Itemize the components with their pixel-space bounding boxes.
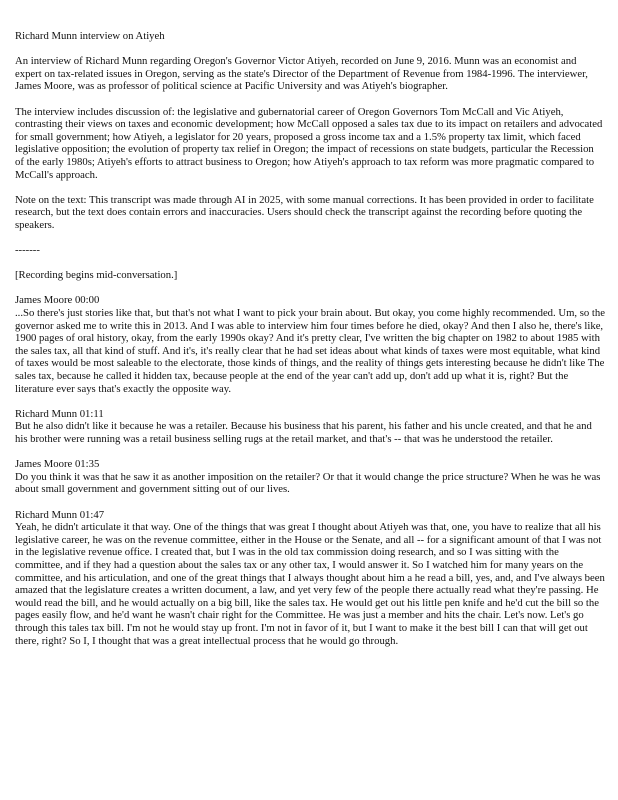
- transcript-turn: [15, 294, 605, 395]
- speaker-label: James Moore 00:00: [15, 294, 100, 307]
- transcript-turn: [15, 509, 605, 648]
- note-paragraph: Note on the text: This transcript was made through AI in 2025, with some manual corrections. It has been provided in order to facilitate research, but the text does contain errors and inaccuracies. Users should check the transcript against the recording before quoting the speakers.: [15, 193, 594, 231]
- turn-text: But he also didn't like it because he was a retailer. Because his business that his parent, his father and his uncle created, and that he and his brother were running was a retail business selling rugs at the retail market, and that's -- that was he understood the retailer.: [15, 420, 592, 445]
- speaker-label: Richard Munn 01:47: [15, 508, 105, 521]
- speaker-label: Richard Munn 01:11: [15, 407, 104, 420]
- intro-paragraph: An interview of Richard Munn regarding Oregon's Governor Victor Atiyeh, recorded on June 9, 2016. Munn was an economist and expert on tax-related issues in Oregon, serving as the state's Director of the Department of Revenue from 1984-1996. The interviewer, James Moore, was as professor of political science at Pacific University and was Atiyeh's biographer.: [15, 55, 588, 93]
- transcript-turn: [15, 408, 605, 446]
- separator: -------: [15, 244, 40, 257]
- topics-paragraph: The interview includes discussion of: the legislative and gubernatorial career of Oregon Governors Tom McCall and Vic Atiyeh, contrasting their views on taxes and economic development; how McCall opposed a sales tax due to its impact on retailers and advocated for small government; how Atiyeh, a legislator for 20 years, proposed a gross income tax and a 1.5% property tax limit, which faced legislative opposition; the evolution of property tax relief in Oregon; the impact of recessions on state budgets, particular the Recession of the early 1980s; Atiyeh's efforts to attract business to Oregon; how Atiyeh's approach to tax reform was more pragmatic compared to McCall's approach.: [15, 105, 603, 181]
- turn-text: Do you think it was that he saw it as another imposition on the retailer? Or that it would change the price structure? When he was he was about small government and government sitting out of our lives.: [15, 470, 601, 496]
- recording-note: [Recording begins mid-conversation.]: [15, 269, 178, 282]
- transcript-page: [15, 30, 605, 660]
- turn-text: Yeah, he didn't articulate it that way. One of the things that was great I thought about Atiyeh was that, one, you have to realize that all his legislative career, he was on the revenue committee, either in the House or the Senate, and all -- for a significant amount of that I was not in the legislative revenue office. I created that, but I was in the old tax commission doing research, and so I was sitting with the committee, and if they had a question about the sales tax or any other tax, I would answer it. So I watched him for many years on the committee, and his articulation, and one of the great things that I always thought about him a he read a bill, yes, and, and I've always been amazed that the legislature creates a written document, a law, and yet very few of the people there actually read what they're passing. He would read the bill, and he would actually on a big bill, like the sales tax. He would get out his little pen knife and he'd cut the bill so the pages easily flow, and he'd want he wasn't chair right for the Committee. He was just a member and hits the chair. Let's now. Let's go through this tales tax bill. I'm not he would stay up front. I'm not in favor of it, but I want to make it the best bill I can that will get out there, right? So I, I thought that was a great intellectual process that he would go through.: [15, 521, 605, 647]
- document-title: Richard Munn interview on Atiyeh: [15, 30, 165, 42]
- transcript-turn: [15, 458, 605, 496]
- turn-text: ...So there's just stories like that, but that's not what I want to pick your brain about. But okay, you come highly recommended. Um, so the governor asked me to write this in 2013. And I was able to interview him four times before he died, okay? And then I also he, there's like, 1900 pages of oral history, okay, from the early 1990s okay? And it's pretty clear, I've written the big chapter on 1982 to about 1985 with the sales tax, all that kind of stuff. And it's, it's really clear that he had set ideas about what kinds of taxes were most equitable, what kind of taxes would be most saleable to the electorate, those kinds of things, and the reality of things gets interesting because he didn't like The sales tax, because he called it hidden tax, because people at the end of the year can't add up, don't add up what it is, right? But the literature ever says that's exactly the opposite way.: [15, 307, 605, 395]
- speaker-label: James Moore 01:35: [15, 458, 100, 471]
